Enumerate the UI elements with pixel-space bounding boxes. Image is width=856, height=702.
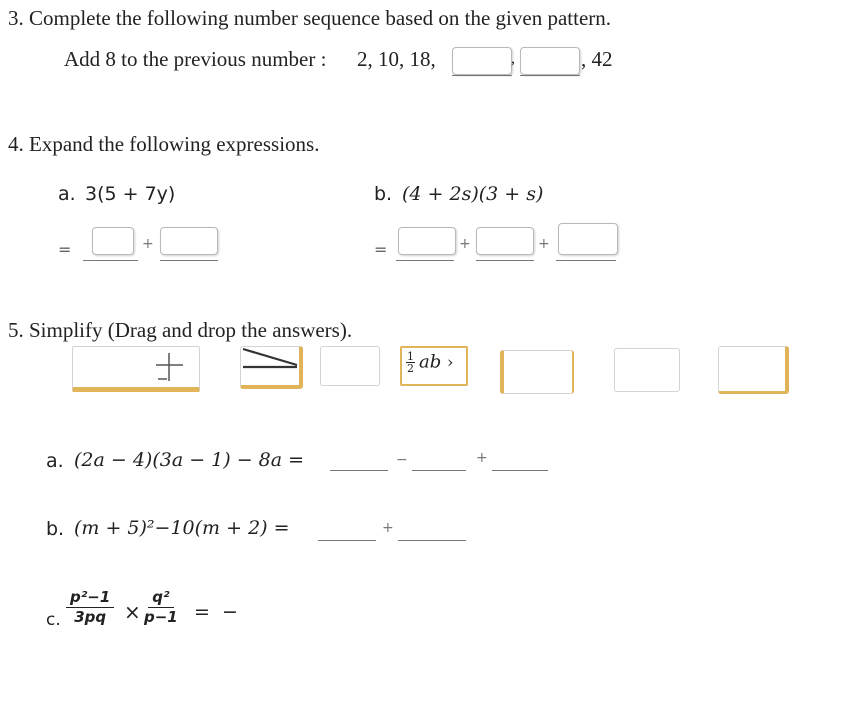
tile-fraction-denominator: 2 bbox=[407, 362, 414, 375]
q4b-equals: = bbox=[374, 240, 388, 259]
q4a-answer-box-2[interactable] bbox=[160, 227, 218, 255]
q4a-answer-underline-1 bbox=[83, 260, 138, 261]
q3-sequence-end: , 42 bbox=[581, 47, 613, 71]
q4b-label: b. bbox=[374, 183, 393, 205]
drag-tile-5[interactable] bbox=[500, 350, 574, 394]
q5a-label: a. bbox=[46, 450, 64, 472]
question-5-title: 5. Simplify (Drag and drop the answers). bbox=[8, 318, 353, 342]
q5c-fraction-1 bbox=[66, 588, 114, 627]
q5c-times: × bbox=[124, 600, 141, 624]
q3-answer-box-1[interactable] bbox=[452, 47, 512, 75]
drag-tile-1[interactable] bbox=[72, 346, 200, 392]
q5c-label: c. bbox=[46, 610, 61, 630]
q4b-answer-underline-1 bbox=[396, 260, 454, 261]
q5b-expression: (m + 5)²−10(m + 2) = bbox=[74, 517, 290, 539]
q4b-answer-underline-3 bbox=[556, 260, 616, 261]
q4a-expression: 3(5 + 7y) bbox=[85, 183, 176, 205]
q5a-expression: (2a − 4)(3a − 1) − 8a = bbox=[74, 449, 305, 471]
q4b-plus-1: + bbox=[459, 236, 471, 252]
q4b-answer-box-3[interactable] bbox=[558, 223, 618, 255]
question-4-title: 4. Expand the following expressions. bbox=[8, 132, 320, 156]
tile-arrow-icon: › bbox=[447, 352, 454, 372]
q5a-drop-slot-2[interactable] bbox=[412, 470, 466, 471]
question-3-title: 3. Complete the following number sequence based on the given pattern. bbox=[8, 6, 612, 30]
q4a-plus: + bbox=[142, 236, 154, 252]
partial-expression-glyph-icon bbox=[153, 351, 187, 383]
q5c-numerator-2: q² bbox=[148, 588, 173, 608]
q5c-dash: − bbox=[222, 601, 238, 623]
q4a-equals: = bbox=[58, 240, 72, 259]
q3-answer-box-2[interactable] bbox=[520, 47, 580, 75]
q4a-label: a. bbox=[58, 183, 76, 205]
q5b-label: b. bbox=[46, 518, 65, 540]
q4b-answer-box-1[interactable] bbox=[398, 227, 456, 255]
q3-separator-1: , bbox=[511, 50, 515, 67]
tile-term: ab bbox=[419, 351, 442, 373]
drag-tile-7[interactable] bbox=[718, 346, 789, 394]
q5b-drop-slot-1[interactable] bbox=[318, 540, 376, 541]
q5c-fraction-2 bbox=[144, 588, 178, 627]
q5a-plus: + bbox=[476, 450, 488, 466]
q3-answer-underline-1 bbox=[452, 75, 512, 76]
q5a-drop-slot-1[interactable] bbox=[330, 470, 388, 471]
q4a-answer-underline-2 bbox=[160, 260, 218, 261]
q4a-answer-box-1[interactable] bbox=[92, 227, 134, 255]
q4b-expression: (4 + 2s)(3 + s) bbox=[402, 183, 544, 205]
tile-fraction-numerator: 1 bbox=[407, 350, 414, 363]
q5a-drop-slot-3[interactable] bbox=[492, 470, 548, 471]
q4b-answer-underline-2 bbox=[476, 260, 534, 261]
q4b-answer-box-2[interactable] bbox=[476, 227, 534, 255]
drag-tile-3[interactable] bbox=[320, 346, 380, 386]
q4b-plus-2: + bbox=[538, 236, 550, 252]
q3-instruction: Add 8 to the previous number : bbox=[64, 47, 327, 71]
q5b-plus: + bbox=[382, 520, 394, 536]
q5a-minus: − bbox=[396, 452, 408, 468]
drag-tile-half-ab[interactable] bbox=[400, 346, 468, 386]
q5b-drop-slot-2[interactable] bbox=[398, 540, 466, 541]
q5c-equals: = bbox=[194, 601, 210, 623]
drag-tile-2[interactable] bbox=[240, 346, 303, 389]
q5c-denominator-2: p−1 bbox=[144, 608, 178, 626]
q5c-numerator-1: p²−1 bbox=[66, 588, 114, 608]
fraction-bar-glyph-icon bbox=[241, 347, 299, 385]
drag-tile-6[interactable] bbox=[614, 348, 680, 392]
q5c-denominator-1: 3pq bbox=[74, 608, 107, 626]
q3-answer-underline-2 bbox=[520, 75, 580, 76]
q3-sequence-start: 2, 10, 18, bbox=[357, 47, 436, 71]
